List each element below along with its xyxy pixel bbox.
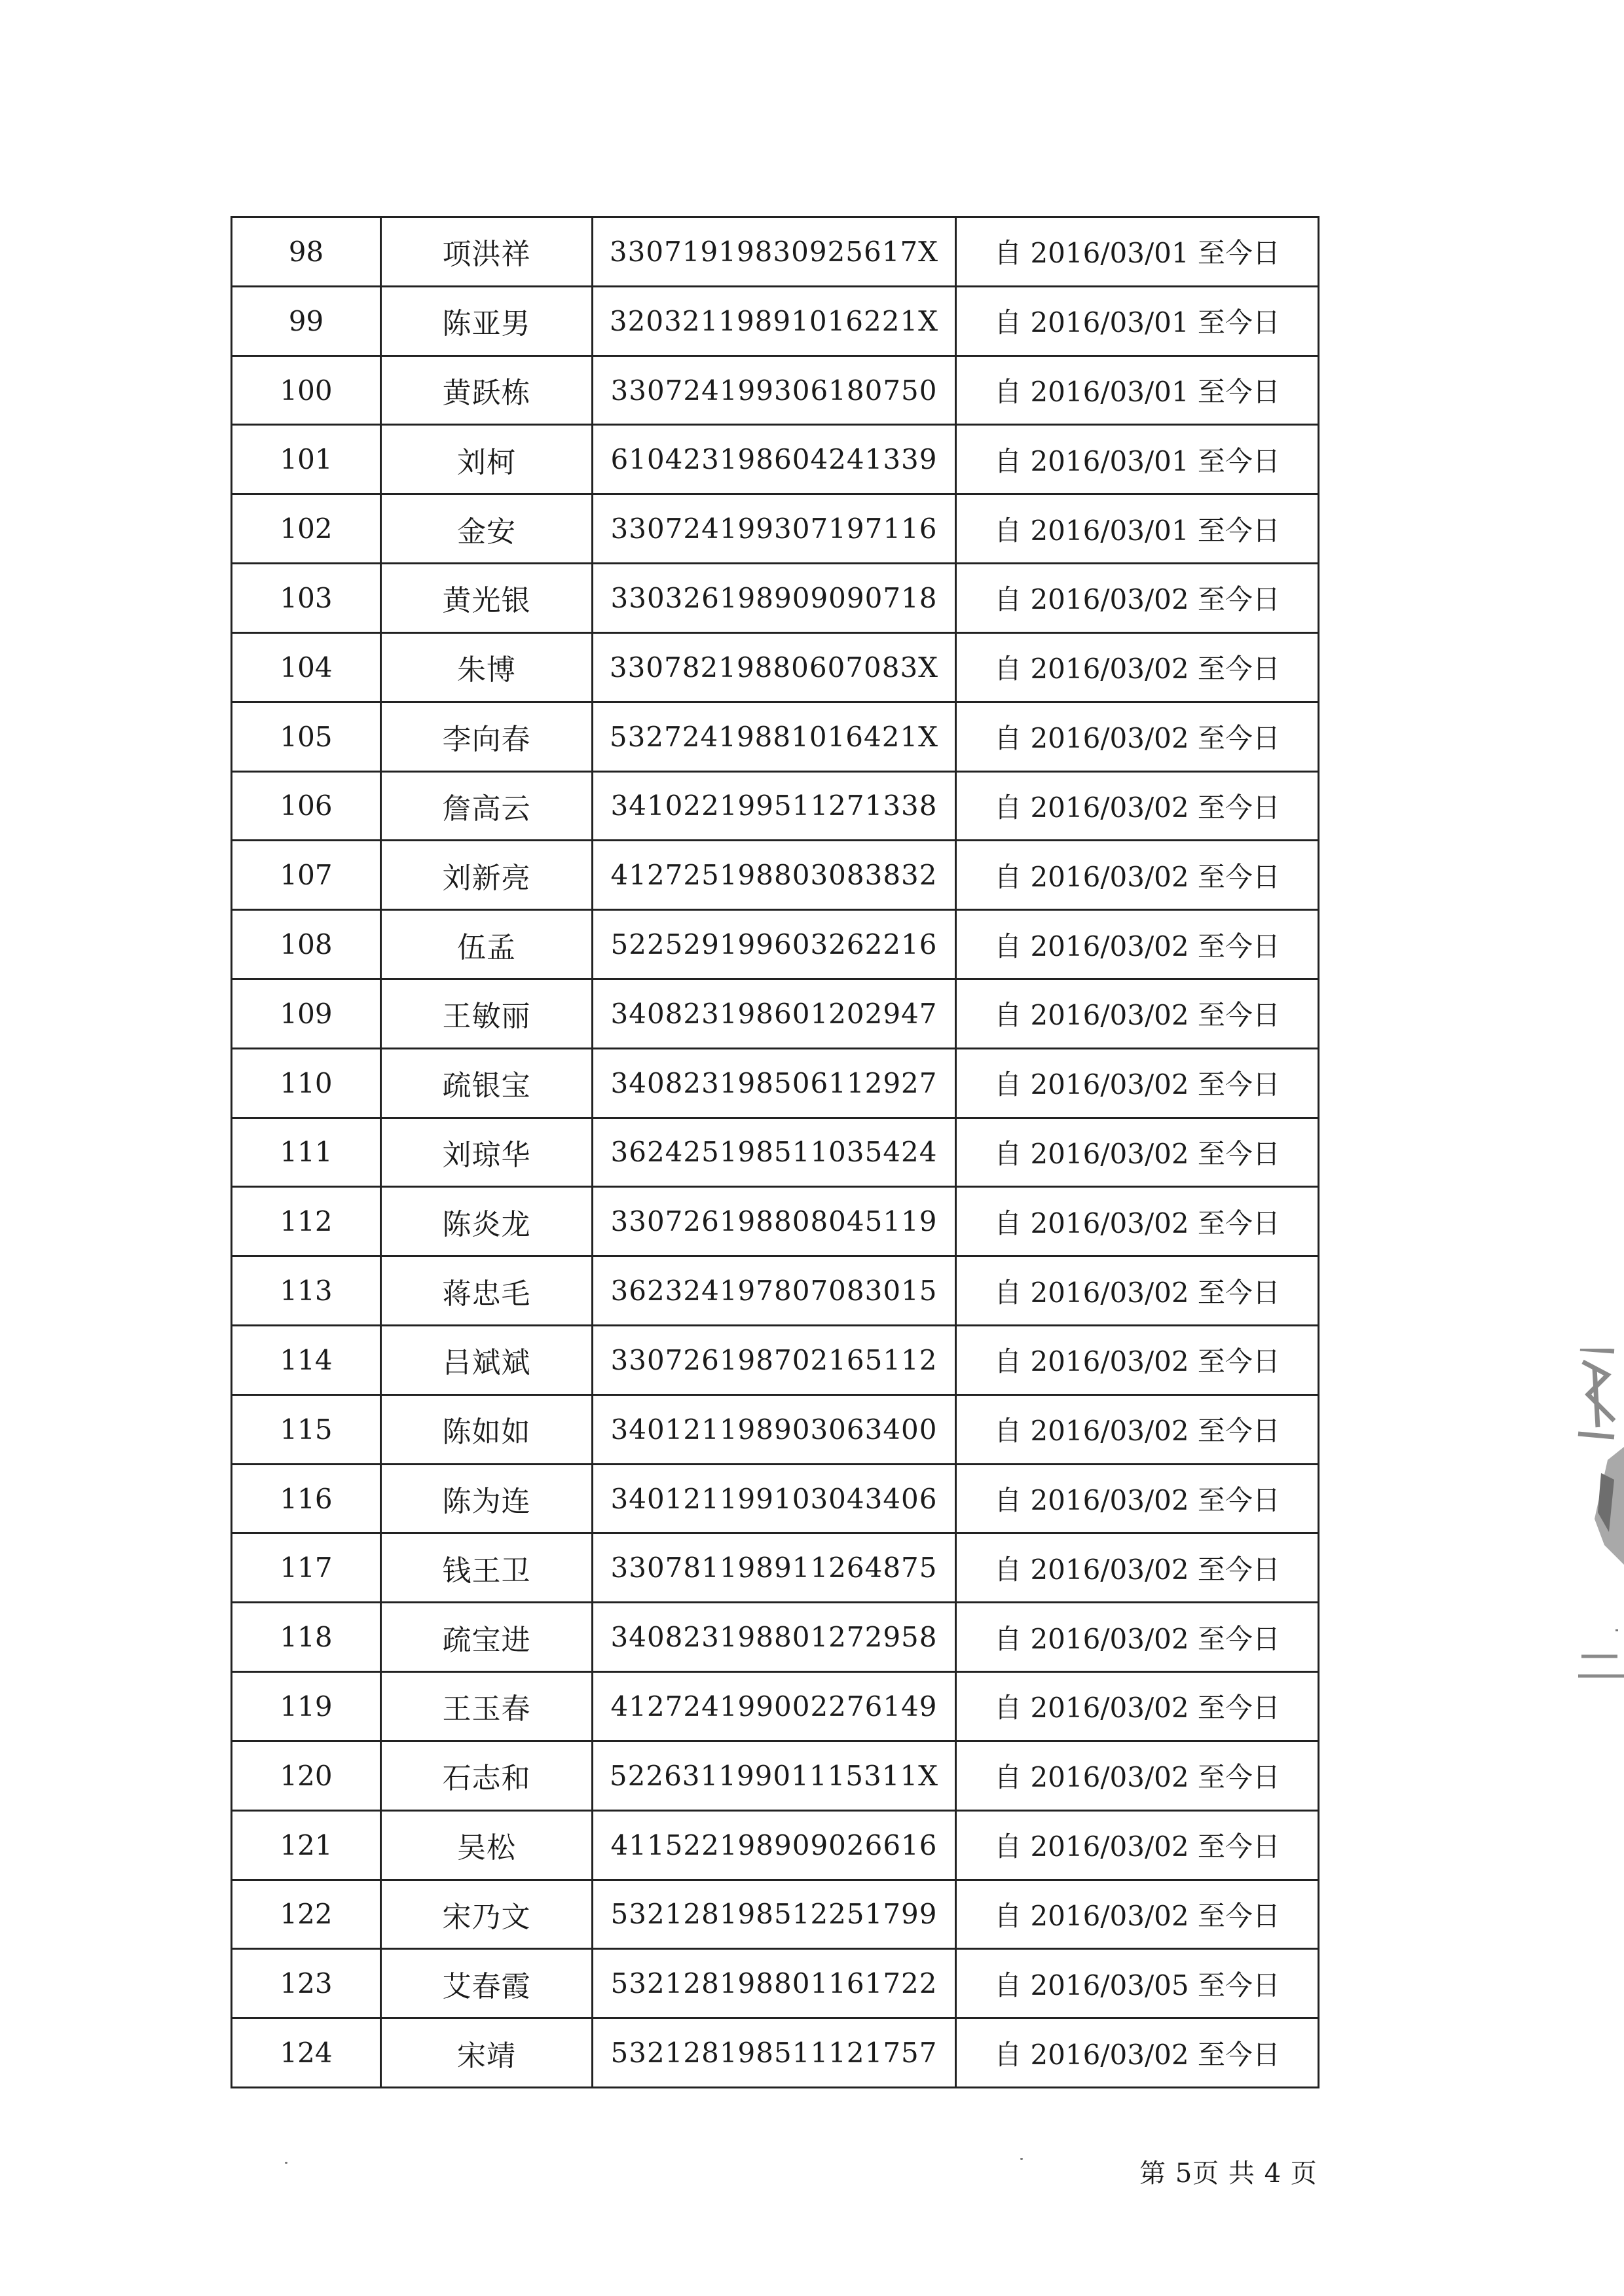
id-number: 362324197807083015 [593, 1256, 956, 1326]
id-number: 32032119891016221X [593, 286, 956, 355]
table-row [232, 217, 1319, 287]
table-row [232, 2018, 1319, 2088]
employment-period: 自 2016/03/02 至今日 [956, 632, 1319, 702]
id-number: 532128198511121757 [593, 2018, 956, 2088]
employment-period: 自 2016/03/02 至今日 [956, 1603, 1319, 1672]
table-row [232, 702, 1319, 771]
row-number: 107 [232, 841, 381, 910]
person-name: 刘琼华 [381, 1118, 593, 1187]
person-name: 陈亚男 [381, 286, 593, 355]
table-row [232, 1187, 1319, 1256]
table-row [232, 979, 1319, 1048]
id-number: 340121199103043406 [593, 1464, 956, 1533]
row-number: 102 [232, 494, 381, 564]
employment-period: 自 2016/03/02 至今日 [956, 702, 1319, 771]
row-number: 110 [232, 1048, 381, 1118]
row-number: 98 [232, 217, 381, 287]
person-name: 刘新亮 [381, 841, 593, 910]
roster-table [231, 216, 1320, 2088]
id-number: 330724199307197116 [593, 494, 956, 564]
employment-period: 自 2016/03/01 至今日 [956, 425, 1319, 494]
row-number: 117 [232, 1533, 381, 1603]
id-number: 610423198604241339 [593, 425, 956, 494]
row-number: 116 [232, 1464, 381, 1533]
table-row [232, 425, 1319, 494]
employment-period: 自 2016/03/02 至今日 [956, 771, 1319, 841]
employment-period: 自 2016/03/02 至今日 [956, 564, 1319, 633]
page-number: 第 5页 共 4 页 [1139, 2159, 1318, 2189]
table-row [232, 1464, 1319, 1533]
person-name: 陈如如 [381, 1394, 593, 1464]
table-row [232, 1256, 1319, 1326]
table-row [232, 632, 1319, 702]
id-number: 341022199511271338 [593, 771, 956, 841]
table-row [232, 1672, 1319, 1741]
table-row [232, 1741, 1319, 1810]
row-number: 103 [232, 564, 381, 633]
id-number: 52263119901115311X [593, 1741, 956, 1810]
row-number: 99 [232, 286, 381, 355]
id-number: 340823198506112927 [593, 1048, 956, 1118]
table-row [232, 1603, 1319, 1672]
id-number: 411522198909026616 [593, 1810, 956, 1880]
employment-period: 自 2016/03/02 至今日 [956, 1187, 1319, 1256]
row-number: 122 [232, 1880, 381, 1949]
table-row [232, 771, 1319, 841]
row-number: 111 [232, 1118, 381, 1187]
person-name: 疏银宝 [381, 1048, 593, 1118]
employment-period: 自 2016/03/02 至今日 [956, 1326, 1319, 1395]
table-row [232, 564, 1319, 633]
id-number: 362425198511035424 [593, 1118, 956, 1187]
id-number: 340823198601202947 [593, 979, 956, 1048]
row-number: 104 [232, 632, 381, 702]
id-number: 340823198801272958 [593, 1603, 956, 1672]
row-number: 120 [232, 1741, 381, 1810]
row-number: 101 [232, 425, 381, 494]
person-name: 蒋忠毛 [381, 1256, 593, 1326]
id-number: 412725198803083832 [593, 841, 956, 910]
person-name: 王玉春 [381, 1672, 593, 1741]
employment-period: 自 2016/03/02 至今日 [956, 1118, 1319, 1187]
id-number: 412724199002276149 [593, 1672, 956, 1741]
row-number: 108 [232, 910, 381, 979]
table-row [232, 1326, 1319, 1395]
person-name: 宋乃文 [381, 1880, 593, 1949]
person-name: 黄光银 [381, 564, 593, 633]
id-number: 330726198702165112 [593, 1326, 956, 1395]
employment-period: 自 2016/03/05 至今日 [956, 1949, 1319, 2018]
person-name: 詹高云 [381, 771, 593, 841]
row-number: 100 [232, 355, 381, 425]
employment-period: 自 2016/03/02 至今日 [956, 1394, 1319, 1464]
row-number: 118 [232, 1603, 381, 1672]
table-row [232, 1533, 1319, 1603]
id-number: 53272419881016421X [593, 702, 956, 771]
row-number: 119 [232, 1672, 381, 1741]
person-name: 陈为连 [381, 1464, 593, 1533]
person-name: 刘柯 [381, 425, 593, 494]
person-name: 朱博 [381, 632, 593, 702]
person-name: 艾春霞 [381, 1949, 593, 2018]
employment-period: 自 2016/03/02 至今日 [956, 2018, 1319, 2088]
row-number: 124 [232, 2018, 381, 2088]
person-name: 伍孟 [381, 910, 593, 979]
table-row [232, 1394, 1319, 1464]
table-row [232, 286, 1319, 355]
person-name: 吕斌斌 [381, 1326, 593, 1395]
scan-speck [1020, 2158, 1023, 2160]
row-number: 112 [232, 1187, 381, 1256]
table-row [232, 841, 1319, 910]
scan-speck [285, 2162, 287, 2164]
id-number: 532128198801161722 [593, 1949, 956, 2018]
table-row [232, 910, 1319, 979]
employment-period: 自 2016/03/02 至今日 [956, 979, 1319, 1048]
id-number: 33071919830925617X [593, 217, 956, 287]
person-name: 李向春 [381, 702, 593, 771]
table-row [232, 1810, 1319, 1880]
id-number: 330726198808045119 [593, 1187, 956, 1256]
id-number: 330724199306180750 [593, 355, 956, 425]
row-number: 113 [232, 1256, 381, 1326]
table-row [232, 494, 1319, 564]
employment-period: 自 2016/03/01 至今日 [956, 217, 1319, 287]
id-number: 340121198903063400 [593, 1394, 956, 1464]
row-number: 115 [232, 1394, 381, 1464]
person-name: 石志和 [381, 1741, 593, 1810]
person-name: 金安 [381, 494, 593, 564]
table-row [232, 1880, 1319, 1949]
id-number: 330781198911264875 [593, 1533, 956, 1603]
person-name: 黄跃栋 [381, 355, 593, 425]
employment-period: 自 2016/03/02 至今日 [956, 1810, 1319, 1880]
id-number: 330326198909090718 [593, 564, 956, 633]
row-number: 121 [232, 1810, 381, 1880]
row-number: 109 [232, 979, 381, 1048]
employment-period: 自 2016/03/02 至今日 [956, 1464, 1319, 1533]
table-row [232, 1118, 1319, 1187]
person-name: 吴松 [381, 1810, 593, 1880]
person-name: 疏宝进 [381, 1603, 593, 1672]
employment-period: 自 2016/03/02 至今日 [956, 910, 1319, 979]
person-name: 王敏丽 [381, 979, 593, 1048]
seal-fragment-icon [1568, 1349, 1624, 1715]
row-number: 105 [232, 702, 381, 771]
id-number: 522529199603262216 [593, 910, 956, 979]
employment-period: 自 2016/03/01 至今日 [956, 494, 1319, 564]
table-row [232, 355, 1319, 425]
person-name: 陈炎龙 [381, 1187, 593, 1256]
person-name: 宋靖 [381, 2018, 593, 2088]
row-number: 106 [232, 771, 381, 841]
employment-period: 自 2016/03/02 至今日 [956, 1880, 1319, 1949]
employment-period: 自 2016/03/01 至今日 [956, 286, 1319, 355]
employment-period: 自 2016/03/01 至今日 [956, 355, 1319, 425]
id-number: 532128198512251799 [593, 1880, 956, 1949]
employment-period: 自 2016/03/02 至今日 [956, 1741, 1319, 1810]
roster-body [232, 217, 1319, 2088]
employment-period: 自 2016/03/02 至今日 [956, 1256, 1319, 1326]
person-name: 钱王卫 [381, 1533, 593, 1603]
employment-period: 自 2016/03/02 至今日 [956, 1048, 1319, 1118]
employment-period: 自 2016/03/02 至今日 [956, 841, 1319, 910]
table-row [232, 1949, 1319, 2018]
table-row [232, 1048, 1319, 1118]
row-number: 114 [232, 1326, 381, 1395]
employment-period: 自 2016/03/02 至今日 [956, 1533, 1319, 1603]
row-number: 123 [232, 1949, 381, 2018]
person-name: 项洪祥 [381, 217, 593, 287]
id-number: 33078219880607083X [593, 632, 956, 702]
employment-period: 自 2016/03/02 至今日 [956, 1672, 1319, 1741]
